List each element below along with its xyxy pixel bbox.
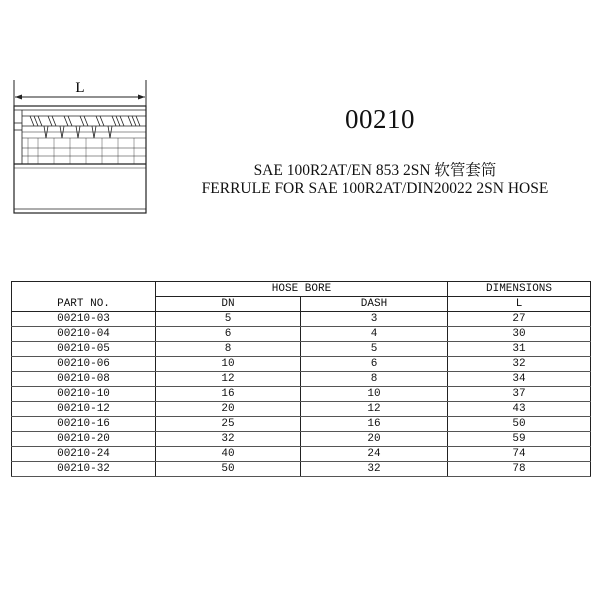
part-no-cell: 00210-03	[12, 312, 156, 327]
part-no-cell: 00210-10	[12, 387, 156, 402]
part-no-cell: 00210-24	[12, 447, 156, 462]
dash-cell: 32	[301, 462, 448, 477]
dash-cell: 10	[301, 387, 448, 402]
part-no-cell: 00210-04	[12, 327, 156, 342]
dn-cell: 12	[156, 372, 301, 387]
dn-cell: 32	[156, 432, 301, 447]
dn-cell: 20	[156, 402, 301, 417]
dn-cell: 25	[156, 417, 301, 432]
dn-cell: 50	[156, 462, 301, 477]
part-no-cell: 00210-06	[12, 357, 156, 372]
dash-cell: 8	[301, 372, 448, 387]
dash-cell: 5	[301, 342, 448, 357]
l-cell: 50	[448, 417, 591, 432]
product-title-line-1: SAE 100R2AT/EN 853 2SN 软管套筒	[253, 162, 497, 179]
product-title-line-2: FERRULE FOR SAE 100R2AT/DIN20022 2SN HOSE	[201, 180, 549, 197]
dimensions-header: DIMENSIONS	[448, 282, 591, 297]
dash-cell: 16	[301, 417, 448, 432]
dn-cell: 5	[156, 312, 301, 327]
part-no-cell: 00210-12	[12, 402, 156, 417]
part-no-cell: 00210-08	[12, 372, 156, 387]
part-no-cell: 00210-16	[12, 417, 156, 432]
dn-cell: 6	[156, 327, 301, 342]
table-row	[12, 372, 591, 387]
dash-cell: 12	[301, 402, 448, 417]
dimension-arrow-left	[15, 95, 22, 100]
table-row	[12, 387, 591, 402]
l-cell: 59	[448, 432, 591, 447]
blank-header-cell	[12, 282, 156, 297]
part-code: 00210	[345, 104, 415, 134]
dash-cell: 6	[301, 357, 448, 372]
l-cell: 43	[448, 402, 591, 417]
dash-cell: 24	[301, 447, 448, 462]
l-cell: 78	[448, 462, 591, 477]
part-no-cell: 00210-05	[12, 342, 156, 357]
column-header-row	[12, 297, 591, 312]
dash-cell: 4	[301, 327, 448, 342]
spec-table	[11, 281, 591, 477]
l-cell: 74	[448, 447, 591, 462]
l-cell: 37	[448, 387, 591, 402]
dimension-arrow-right	[138, 95, 145, 100]
l-cell: 31	[448, 342, 591, 357]
table-row	[12, 462, 591, 477]
group-header-row	[12, 282, 591, 297]
dimension-label: L	[75, 80, 85, 96]
part-no-cell: 00210-20	[12, 432, 156, 447]
dash-header: DASH	[301, 297, 448, 312]
dash-cell: 20	[301, 432, 448, 447]
table-row	[12, 357, 591, 372]
table-row	[12, 432, 591, 447]
l-cell: 32	[448, 357, 591, 372]
ferrule-drawing	[8, 78, 158, 218]
dn-cell: 16	[156, 387, 301, 402]
spec-table-body	[12, 312, 591, 477]
dash-cell: 3	[301, 312, 448, 327]
l-header: L	[448, 297, 591, 312]
dn-cell: 40	[156, 447, 301, 462]
dn-header: DN	[156, 297, 301, 312]
hose-bore-header: HOSE BORE	[156, 282, 448, 297]
table-row	[12, 417, 591, 432]
dn-cell: 10	[156, 357, 301, 372]
part-no-header: PART NO.	[12, 297, 156, 312]
table-row	[12, 402, 591, 417]
table-row	[12, 447, 591, 462]
l-cell: 30	[448, 327, 591, 342]
l-cell: 27	[448, 312, 591, 327]
table-row	[12, 327, 591, 342]
part-no-cell: 00210-32	[12, 462, 156, 477]
table-row	[12, 342, 591, 357]
table-row	[12, 312, 591, 327]
l-cell: 34	[448, 372, 591, 387]
dn-cell: 8	[156, 342, 301, 357]
